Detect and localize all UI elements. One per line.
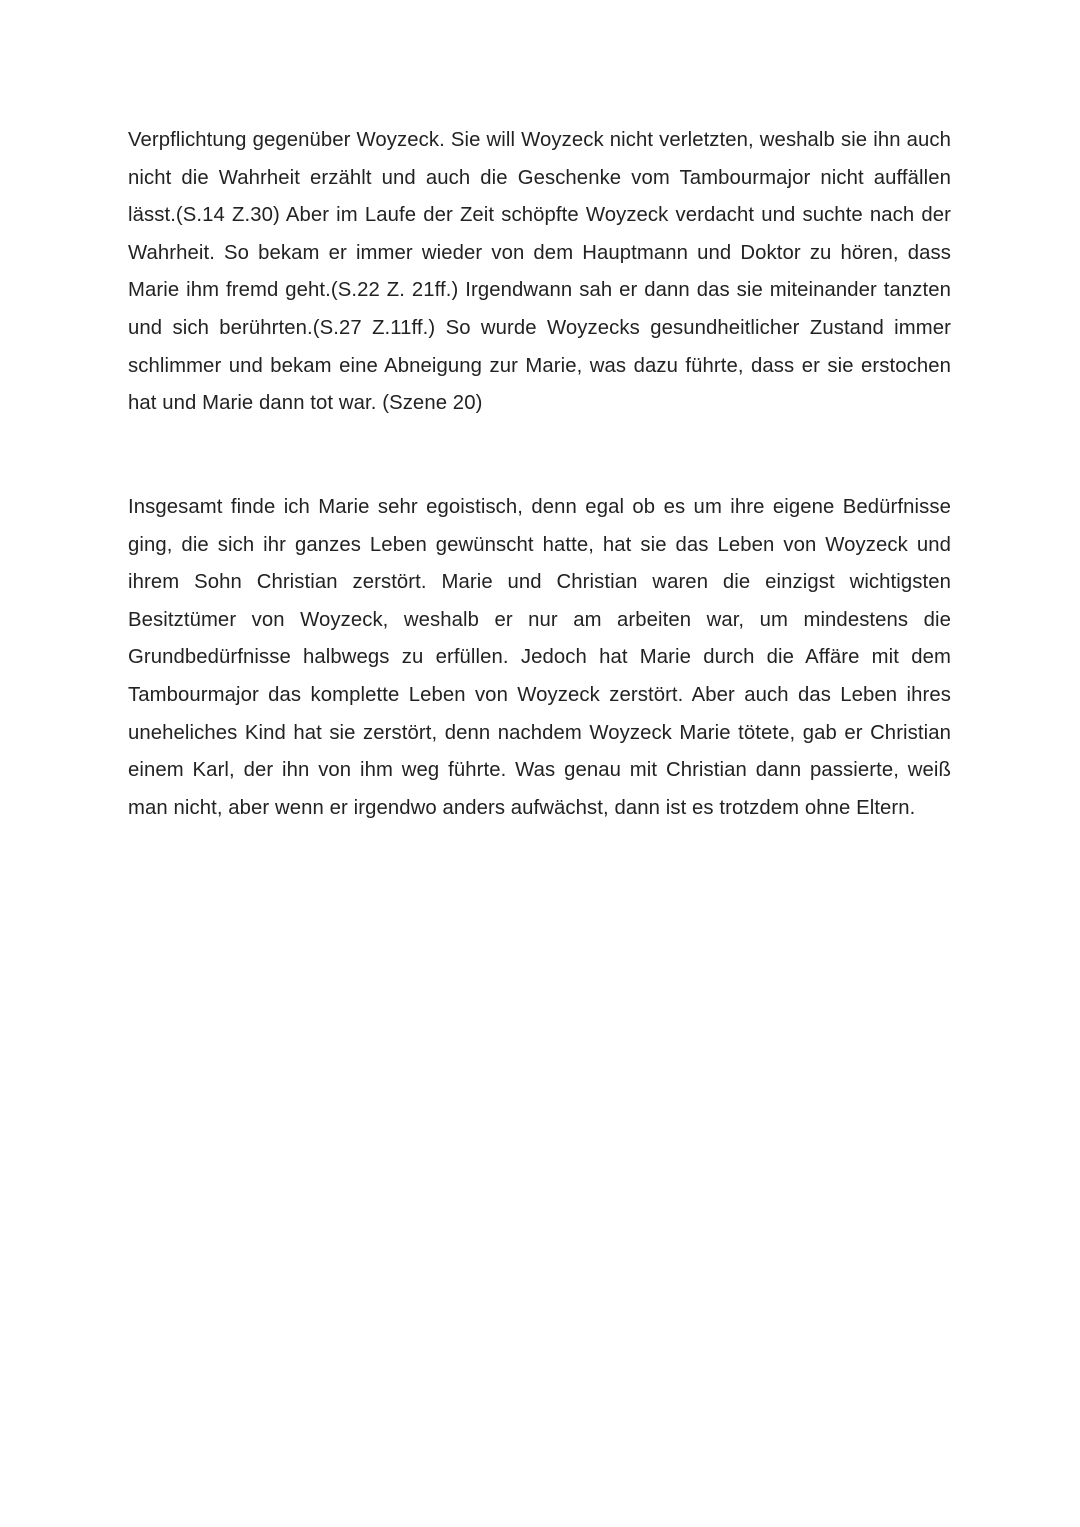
paragraph-2: Insgesamt finde ich Marie sehr egoistisch, denn egal ob es um ihre eigene Bedürfnisse ging, die sich ihr ganzes Leben gewünscht hatte, hat sie das Leben von Woyzeck und ihrem Sohn Christian zerstört. Marie und Christian waren die einzigst wichtigsten Besitztümer von Woyzeck, weshalb er nur am arbeiten war, um mindestens die Grundbedürfnisse halbwegs zu erfüllen. Jedoch hat Marie durch die Affäre mit dem Tambourmajor das komplette Leben von Woyzeck zerstört. Aber auch das Leben ihres uneheliches Kind hat sie zerstört, denn nachdem Woyzeck Marie tötete, gab er Christian einem Karl, der ihn von ihm weg führte. Was genau mit Christian dann passierte, weiß man nicht, aber wenn er irgendwo anders aufwächst, dann ist es trotzdem ohne Eltern. bbox=[128, 496, 951, 819]
paragraph-1: Verpflichtung gegenüber Woyzeck. Sie will Woyzeck nicht verletzten, weshalb sie ihn auch nicht die Wahrheit erzählt und auch die Geschenke vom Tambourmajor nicht auffällen lässt.(S.14 Z.30) Aber im Laufe der Zeit schöpfte Woyzeck verdacht und suchte nach der Wahrheit. So bekam er immer wieder von dem Hauptmann und Doktor zu hören, dass Marie ihm fremd geht.(S.22 Z. 21ff.) Irgendwann sah er dann das sie miteinander tanzten und sich berührten.(S.27 Z.11ff.) So wurde Woyzecks gesundheitlicher Zustand immer schlimmer und bekam eine Abneigung zur Marie, was dazu führte, dass er sie erstochen hat und Marie dann tot war. (Szene 20) bbox=[128, 129, 951, 415]
